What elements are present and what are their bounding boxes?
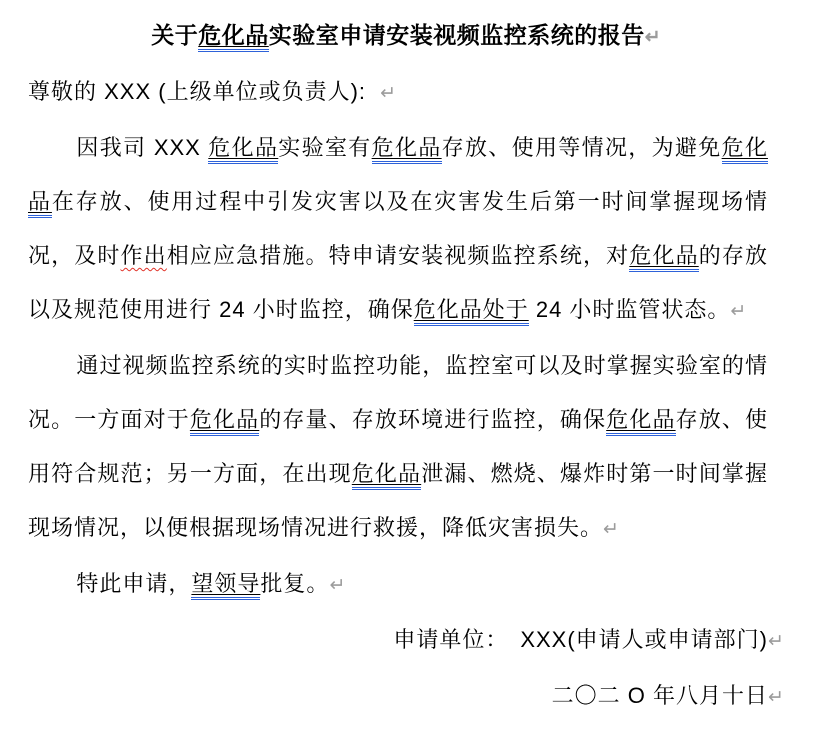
paragraph-mark-icon: ↵ (730, 301, 747, 322)
salutation-line[interactable] (28, 65, 768, 121)
title-grammar-term: 危化品 (198, 22, 269, 52)
paragraph-mark-icon: ↵ (380, 83, 397, 104)
date-text: 二〇二 O 年八月十日 (551, 683, 768, 708)
date-line[interactable]: 二〇二 O 年八月十日↵ (551, 683, 784, 708)
signature-text: 申请单位： XXX(申请人或申请部门) (393, 627, 768, 652)
paragraph-2[interactable]: 通过视频监控系统的实时监控功能，监控室可以及时掌握实验室的情况。一方面对于危化品的存量、存放环境进行监控，确保危化品存放、使用符合规范；另一方面，在出现危化品泄漏、燃烧、爆炸时第一时间掌握现场情况，以便根据现场情况进行救援，降低灾害损失。↵ (28, 353, 768, 540)
grammar-term: 危化品 (28, 135, 768, 218)
paragraph-mark-icon: ↵ (603, 519, 619, 540)
grammar-term: 危化品 (629, 243, 698, 272)
signature-line[interactable]: 申请单位： XXX(申请人或申请部门)↵ (393, 627, 784, 652)
grammar-term: 危化品 (190, 407, 259, 436)
paragraph-mark-icon: ↵ (329, 575, 346, 596)
grammar-term: 危化品处于 (414, 297, 529, 326)
title-text: 实验室申请安装视频监控系统的报告 (268, 22, 645, 48)
grammar-term: 危化品 (606, 407, 675, 436)
title-text: 关于 (151, 22, 199, 48)
grammar-term: 危化品 (352, 461, 421, 490)
grammar-term: 危化品 (208, 135, 278, 164)
paragraph-3[interactable]: 特此申请，望领导批复。↵ (28, 557, 768, 613)
salutation-text: 尊敬的 XXX (上级单位或负责人): (28, 79, 374, 104)
grammar-term: 危化品 (372, 135, 442, 164)
paragraph-1[interactable]: 因我司 XXX 危化品实验室有危化品存放、使用等情况，为避免危化品在存放、使用过程中引发灾害以及在灾害发生后第一时间掌握现场情况，及时作出相应应急措施。特申请安装视频监控系统，对危化品的存放以及规范使用进行 24 小时监控，确保危化品处于 24 小时监管状态。↵ (28, 121, 768, 339)
spellcheck-term: 作出 (120, 243, 167, 268)
grammar-term: 望领导 (191, 571, 260, 600)
doc-title[interactable]: 关于危化品实验室申请安装视频监控系统的报告↵ (28, 8, 768, 65)
